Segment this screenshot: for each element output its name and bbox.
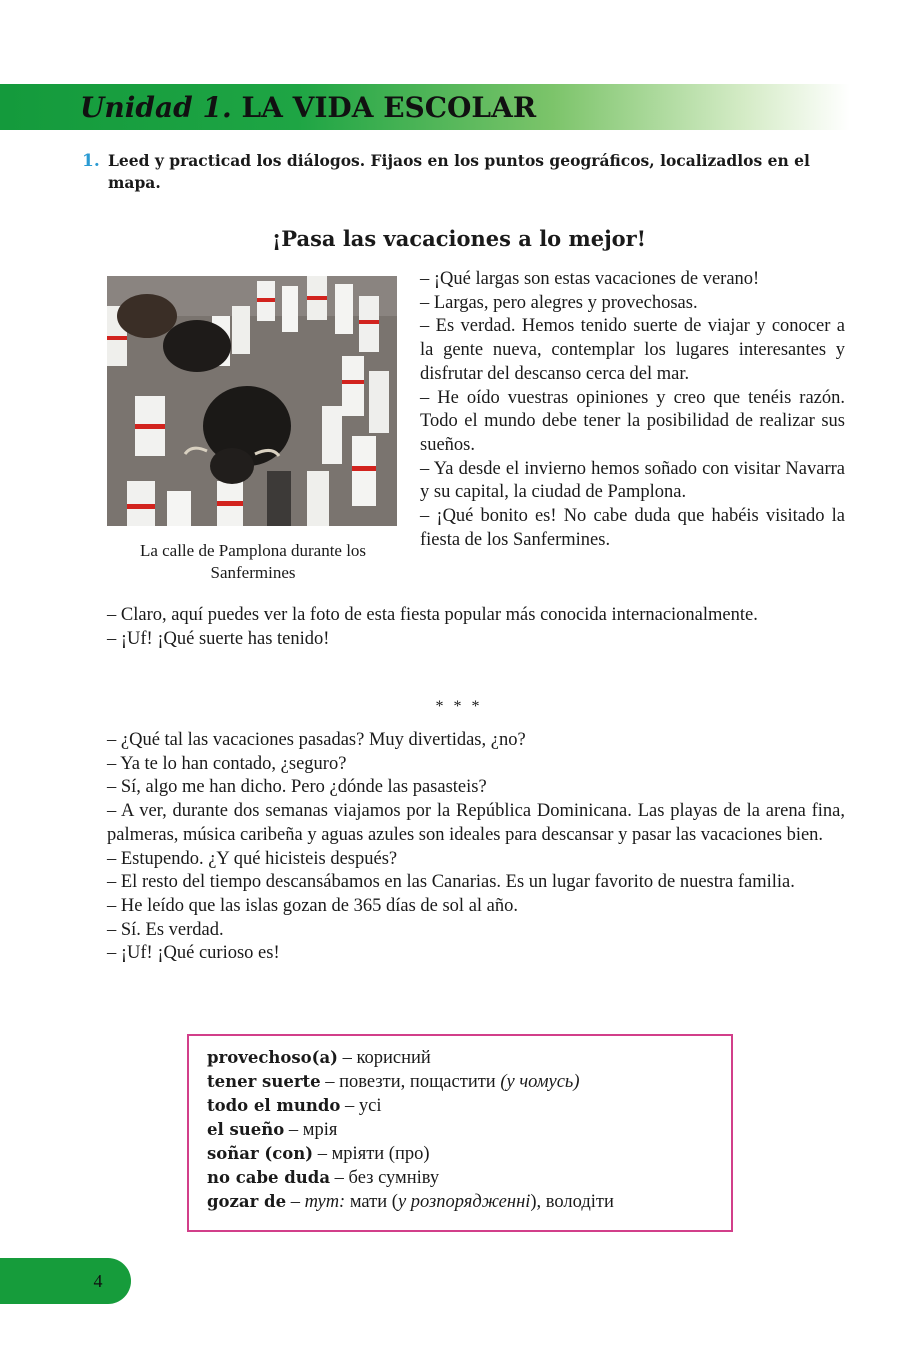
vocab-entry: provechoso(a) – корисний	[207, 1048, 431, 1068]
dialog-line: – Largas, pero alegres y provechosas.	[420, 292, 698, 313]
dialog-line: – El resto del tiempo descansábamos en las Canarias. Es un lugar favorito de nuestra familia.	[107, 872, 795, 893]
dialog-line: – ¡Qué bonito es! No cabe duda que habéis visitado la fiesta de los Sanfermines.	[420, 506, 845, 550]
task-text: Leed y practicad los diálogos. Fijaos en los puntos geográficos, localizadlos en el mapa.	[108, 151, 810, 192]
unit-label: Unidad 1.	[80, 91, 232, 124]
dialog-line: – Claro, aquí puedes ver la foto de esta fiesta popular más conocida internacionalmente.	[107, 605, 758, 625]
vocab-translation: мрія	[302, 1120, 338, 1140]
vocab-term: no cabe duda	[207, 1168, 331, 1187]
dialog-one-right-column	[420, 268, 845, 552]
vocab-translation: мати (	[349, 1192, 398, 1212]
vocab-translation: без сумніву	[348, 1168, 440, 1188]
dialog-line: – Sí. Es verdad.	[107, 919, 224, 940]
bull-run-illustration	[107, 276, 397, 526]
vocab-entry: no cabe duda – без сумніву	[207, 1168, 440, 1188]
dialog-line: – He leído que las islas gozan de 365 días de sol al año.	[107, 895, 519, 916]
page-number-tab	[0, 1258, 131, 1304]
task-instruction	[82, 150, 852, 194]
dialog-line: – Es verdad. Hemos tenido suerte de viajar y conocer a la gente nueva, contemplar los lugares interesantes y disfrutar del descanso cerca del mar.	[420, 316, 845, 384]
section-title: ¡Pasa las vacaciones a lo mejor!	[272, 226, 646, 251]
vocab-term: provechoso(a)	[207, 1048, 338, 1067]
vocab-prefix: тут:	[304, 1192, 346, 1212]
vocab-entry: el sueño – мрія	[207, 1120, 338, 1140]
vocab-entry: soñar (con) – мріяти (про)	[207, 1144, 430, 1164]
vocab-term: gozar de	[207, 1192, 287, 1211]
dialog-line: – Estupendo. ¿Y qué hicisteis después?	[107, 848, 398, 869]
unit-name: LA VIDA ESCOLAR	[241, 91, 537, 124]
dialog-two	[107, 729, 845, 966]
vocab-entry: todo el mundo – усі	[207, 1096, 382, 1116]
dialog-line: – ¡Uf! ¡Qué curioso es!	[107, 943, 280, 964]
page-number: 4	[93, 1271, 103, 1291]
unit-title	[80, 88, 536, 128]
vocab-translation-end: ), володіти	[530, 1192, 614, 1212]
vocab-translation: корисний	[356, 1048, 431, 1068]
vocab-translation: мріяти (про)	[331, 1144, 430, 1164]
dialog-line: – Ya desde el invierno hemos soñado con visitar Navarra y su capital, la ciudad de Pamplona.	[420, 458, 845, 503]
dialog-line: – He oído vuestras opiniones y creo que tenéis razón. Todo el mundo debe tener la posibilidad de realizar sus sueños.	[420, 387, 845, 455]
vocab-translation: повезти, пощастити	[339, 1072, 496, 1092]
vocab-term: todo el mundo	[207, 1096, 341, 1115]
dialog-line: – Ya te lo han contado, ¿seguro?	[107, 753, 347, 774]
vocab-term: soñar (con)	[207, 1144, 314, 1163]
pamplona-photo	[107, 276, 397, 526]
vocab-term: tener suerte	[207, 1072, 321, 1091]
vocab-term: el sueño	[207, 1120, 285, 1139]
section-separator: * * *	[435, 698, 483, 715]
vocab-translation-italic: у розпорядженні	[397, 1192, 531, 1212]
vocab-entry: gozar de – тут: мати (у розпорядженні), володіти	[207, 1192, 614, 1212]
dialog-line: – ¿Qué tal las vacaciones pasadas? Muy divertidas, ¿no?	[107, 730, 526, 750]
vocabulary-box	[187, 1034, 733, 1232]
task-number: 1.	[82, 151, 100, 171]
vocab-entry: tener suerte – повезти, пощастити (у чомусь)	[207, 1072, 580, 1092]
dialog-line: – Sí, algo me han dicho. Pero ¿dónde las pasasteis?	[107, 777, 487, 798]
dialog-one-continuation	[107, 604, 845, 651]
dialog-line: – ¡Qué largas son estas vacaciones de verano!	[420, 269, 760, 289]
vocab-translation: усі	[358, 1096, 382, 1116]
photo-caption: La calle de Pamplona durante los Sanfermines	[139, 541, 367, 582]
dialog-line: – A ver, durante dos semanas viajamos por la República Dominicana. Las playas de la arena fina, palmeras, música caribeña y aguas azules son ideales para descansar y pasar las vacaciones bien.	[107, 801, 845, 845]
vocab-note: (у чомусь)	[500, 1072, 580, 1092]
dialog-line: – ¡Uf! ¡Qué suerte has tenido!	[107, 628, 330, 649]
